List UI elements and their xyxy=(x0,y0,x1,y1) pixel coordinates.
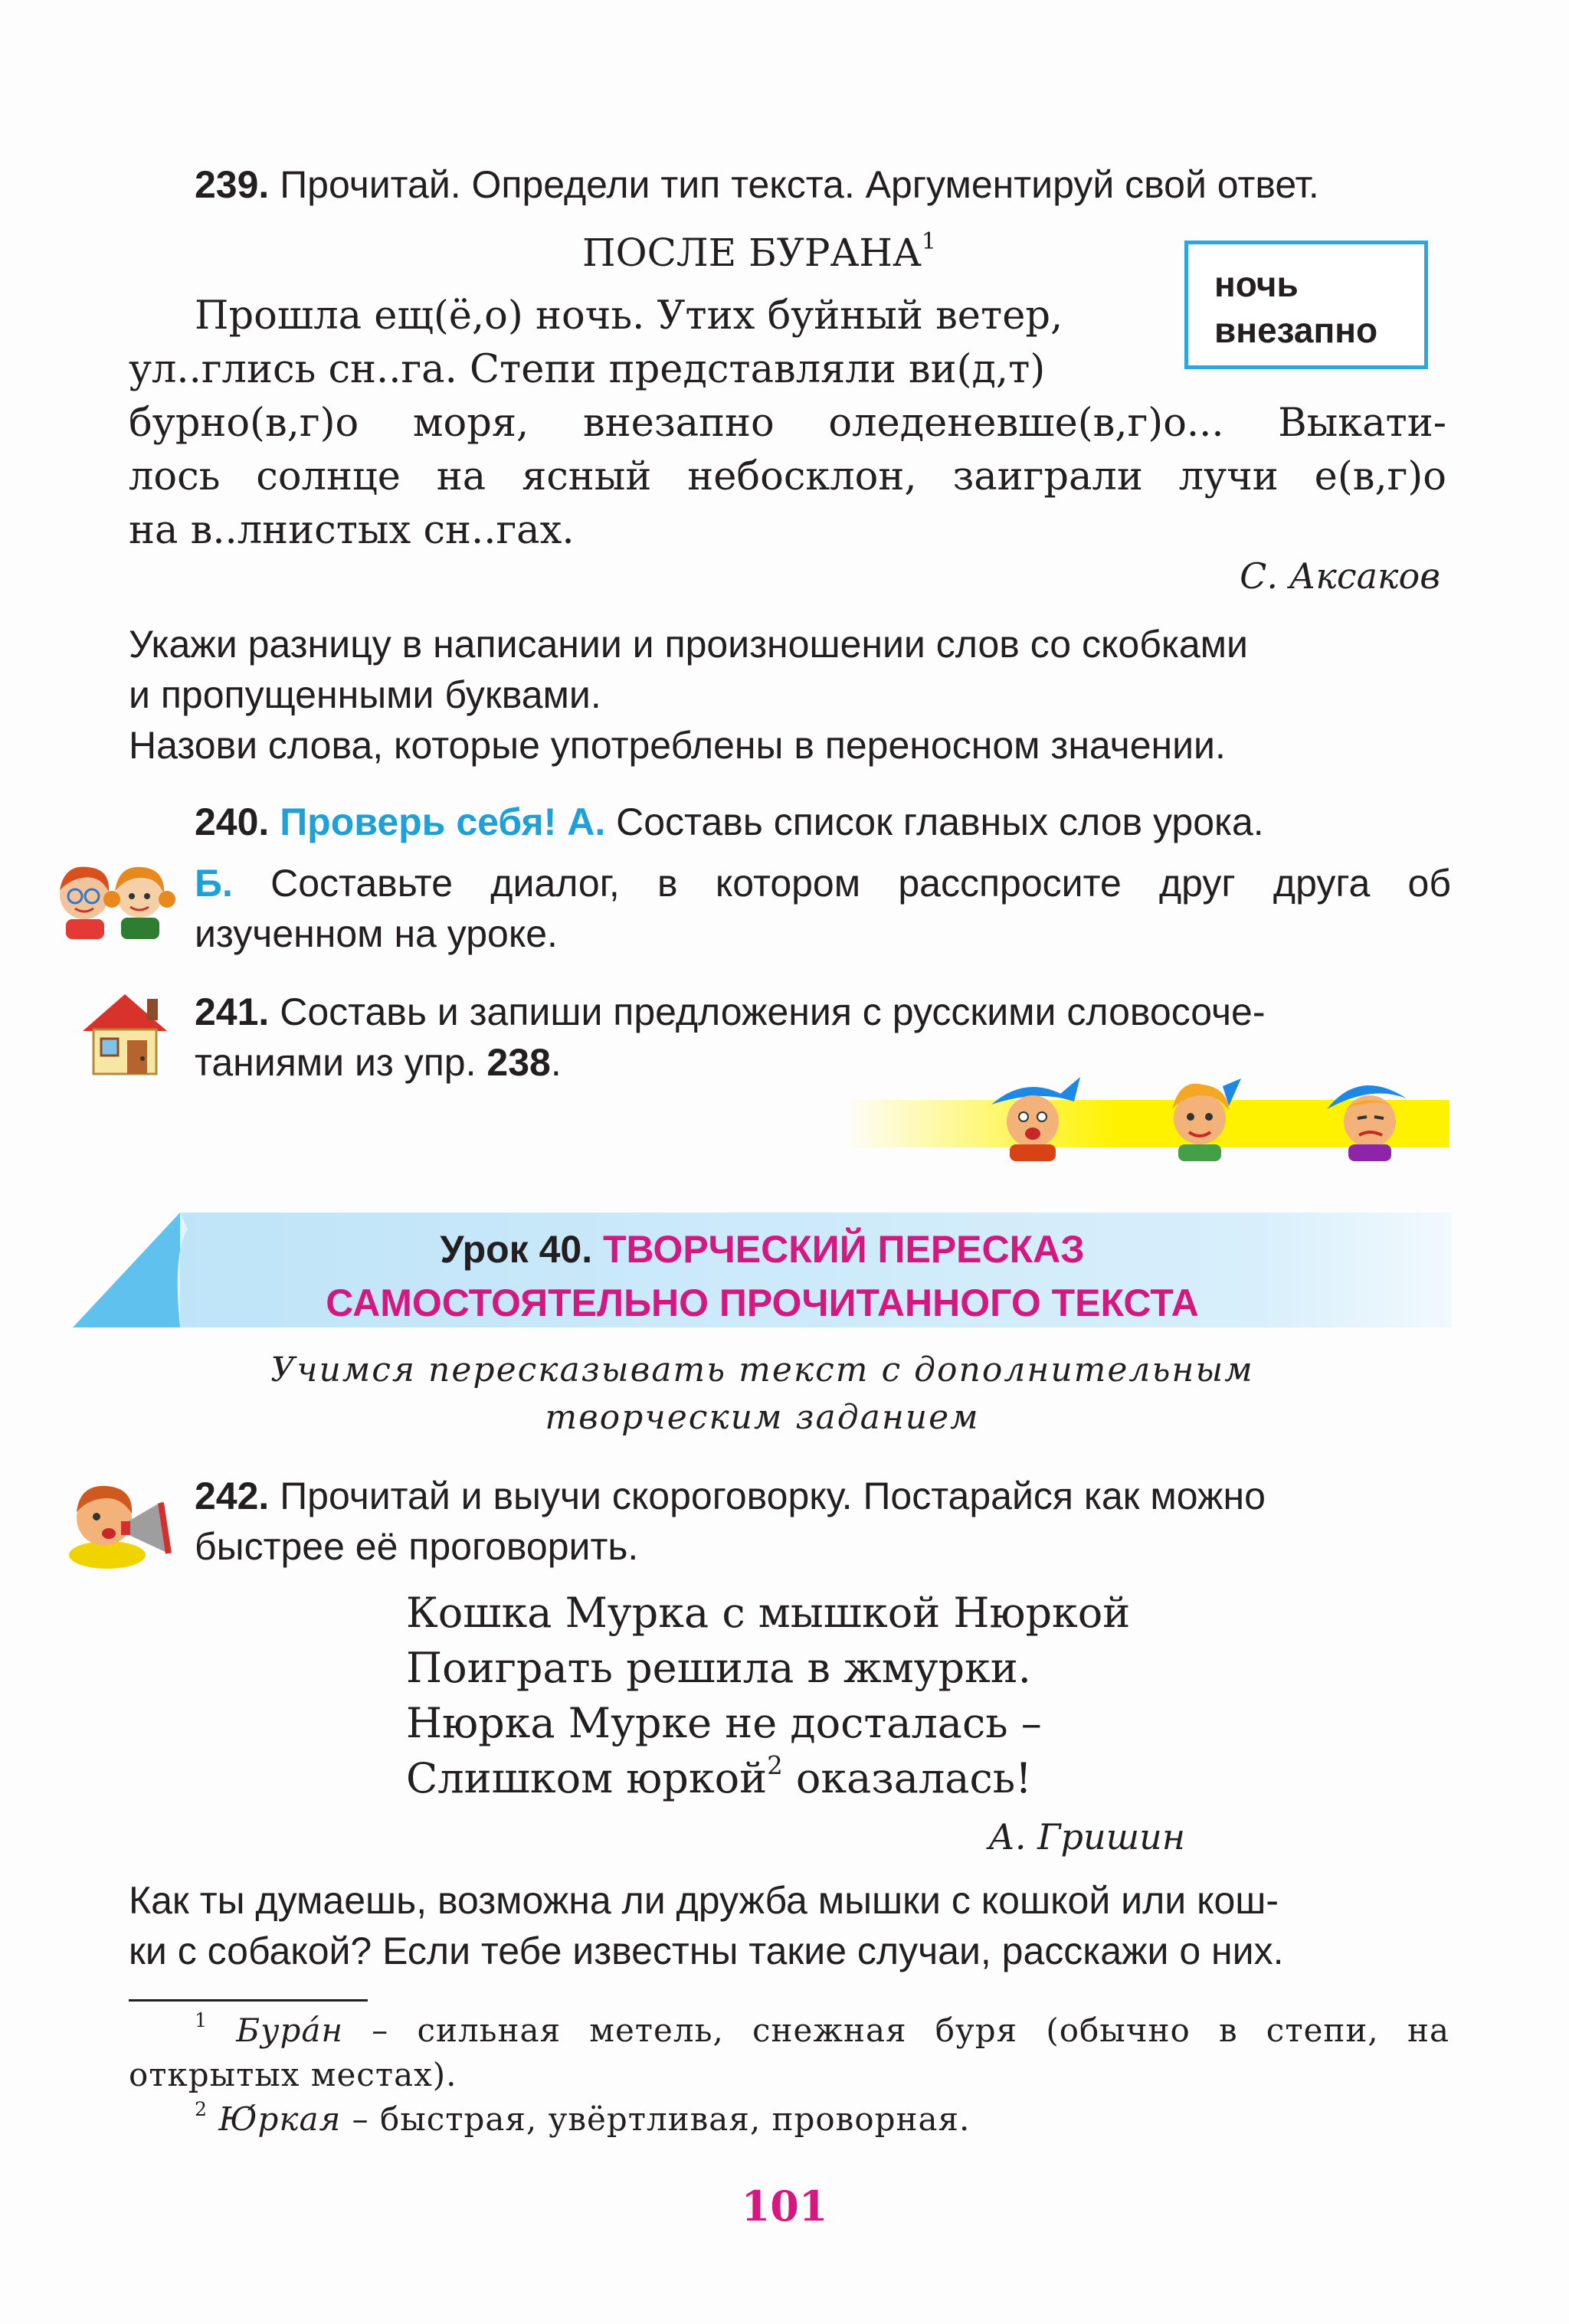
page-number: 101 xyxy=(741,2182,828,2231)
passage-line: ул..глись сн..га. Степи представляли ви(д,т) xyxy=(129,347,1046,392)
task-242-question xyxy=(129,1875,1454,1976)
part-b-line: Составьте диалог, в котором расспросите друг друга об xyxy=(270,862,1451,905)
footnote-mark: 2 xyxy=(195,2098,208,2121)
task-240-line1 xyxy=(195,797,1264,847)
part-a-label: А. xyxy=(567,800,606,843)
task-239-questions xyxy=(129,619,1454,771)
poem-author: А. Гришин xyxy=(988,1816,1186,1858)
poem-line: Нюрка Мурке не досталась – xyxy=(406,1699,1042,1747)
vocab-word: ночь xyxy=(1214,264,1299,304)
footnote-text: – быстрая, увёртливая, проворная. xyxy=(341,2100,971,2138)
lesson-title-line: ТВОРЧЕСКИЙ ПЕРЕСКАЗ xyxy=(603,1228,1085,1271)
poem-line: Поиграть решила в жмурки. xyxy=(406,1644,1031,1692)
passage-line: бурно(в,г)о моря, внезапно оледеневше(в,г)о... Выкати- xyxy=(129,401,1446,446)
character-icon xyxy=(1321,1071,1420,1163)
instruction-line: быстрее её проговорить. xyxy=(195,1525,639,1568)
part-a-text: Составь список главных слов урока. xyxy=(616,800,1264,843)
character-icon xyxy=(984,1071,1083,1163)
footnote-separator xyxy=(129,1999,368,2002)
pair-work-icon xyxy=(44,856,182,941)
task-line: таниями из упр. xyxy=(195,1041,477,1084)
author: С. Аксаков xyxy=(1240,555,1440,597)
task-number: 239. xyxy=(195,163,270,206)
question-line: Назови слова, которые употреблены в переносном значении. xyxy=(129,724,1226,767)
task-instruction: Прочитай. Определи тип текста. Аргументируй свой ответ. xyxy=(280,163,1319,206)
footnote-term: Бура́н xyxy=(236,2011,344,2049)
lesson-subtitle: Учимся пересказывать текст с дополнительным творческим заданием xyxy=(270,1350,1254,1437)
passage-line: Прошла ещ(ё,о) ночь. Утих буйный ветер, xyxy=(195,293,1063,339)
lesson-number: Урок 40. xyxy=(440,1228,593,1271)
footnote-text: открытых местах). xyxy=(129,2056,457,2093)
poem-line: Кошка Мурка с мышкой Нюркой xyxy=(406,1589,1131,1637)
passage-line: лось солнце на ясный небосклон, заиграли лучи е(в,г)о xyxy=(129,454,1446,499)
part-b-line: изученном на уроке. xyxy=(195,912,558,955)
megaphone-speaker-icon xyxy=(63,1469,178,1569)
question-line: и пропущенными буквами. xyxy=(129,673,601,716)
instruction-line: Прочитай и выучи скороговорку. Постарайся как можно xyxy=(280,1475,1266,1517)
footnote-mark: 1 xyxy=(921,227,936,255)
tongue-twister-poem xyxy=(406,1586,1130,1806)
task-242-instruction xyxy=(195,1471,1451,1572)
question-line: Укажи разницу в написании и произношении слов со скобками xyxy=(129,623,1248,666)
footnotes xyxy=(129,2008,1449,2142)
question-line: Как ты думаешь, возможна ли дружба мышки с кошкой или кош- xyxy=(129,1879,1279,1922)
task-number: 240. xyxy=(195,800,270,843)
footnote-mark: 2 xyxy=(767,1751,783,1781)
task-number: 241. xyxy=(195,990,270,1033)
lesson-title-line: САМОСТОЯТЕЛЬНО ПРОЧИТАННОГО ТЕКСТА xyxy=(326,1281,1199,1324)
question-line: ки с собакой? Если тебе известны такие случаи, расскажи о них. xyxy=(129,1930,1284,1972)
task-number: 242. xyxy=(195,1475,270,1517)
task-240-part-b xyxy=(195,858,1451,959)
passage-line: на в..лнистых сн..гах. xyxy=(129,508,575,553)
exercise-reference: 238 xyxy=(486,1041,551,1084)
poem-line: Слишком юркой$^2$ оказалась! xyxy=(406,1751,1032,1802)
homework-house-icon xyxy=(77,987,173,1079)
task-line: Составь и запиши предложения с русскими словосоче- xyxy=(280,990,1266,1033)
task-239-instruction xyxy=(195,159,1451,210)
character-icon xyxy=(1149,1071,1249,1163)
footnote-mark: 1 xyxy=(195,2009,208,2032)
text-passage xyxy=(129,290,1446,558)
text-title: ПОСЛЕ БУРАНА$^1$ xyxy=(582,227,936,275)
task-241: 241. Составь и запиши предложения с русскими словосоче- таниями из упр. 238. xyxy=(195,990,1266,1084)
part-b-label: Б. xyxy=(195,862,233,905)
footnote-term: Ю́ркая xyxy=(218,2100,342,2138)
vocab-word: внезапно xyxy=(1214,310,1378,350)
footnote-text: – сильная метель, снежная буря (обычно в степи, на xyxy=(343,2011,1449,2049)
lesson-title xyxy=(73,1223,1452,1330)
check-yourself-label: Проверь себя! xyxy=(280,800,557,843)
